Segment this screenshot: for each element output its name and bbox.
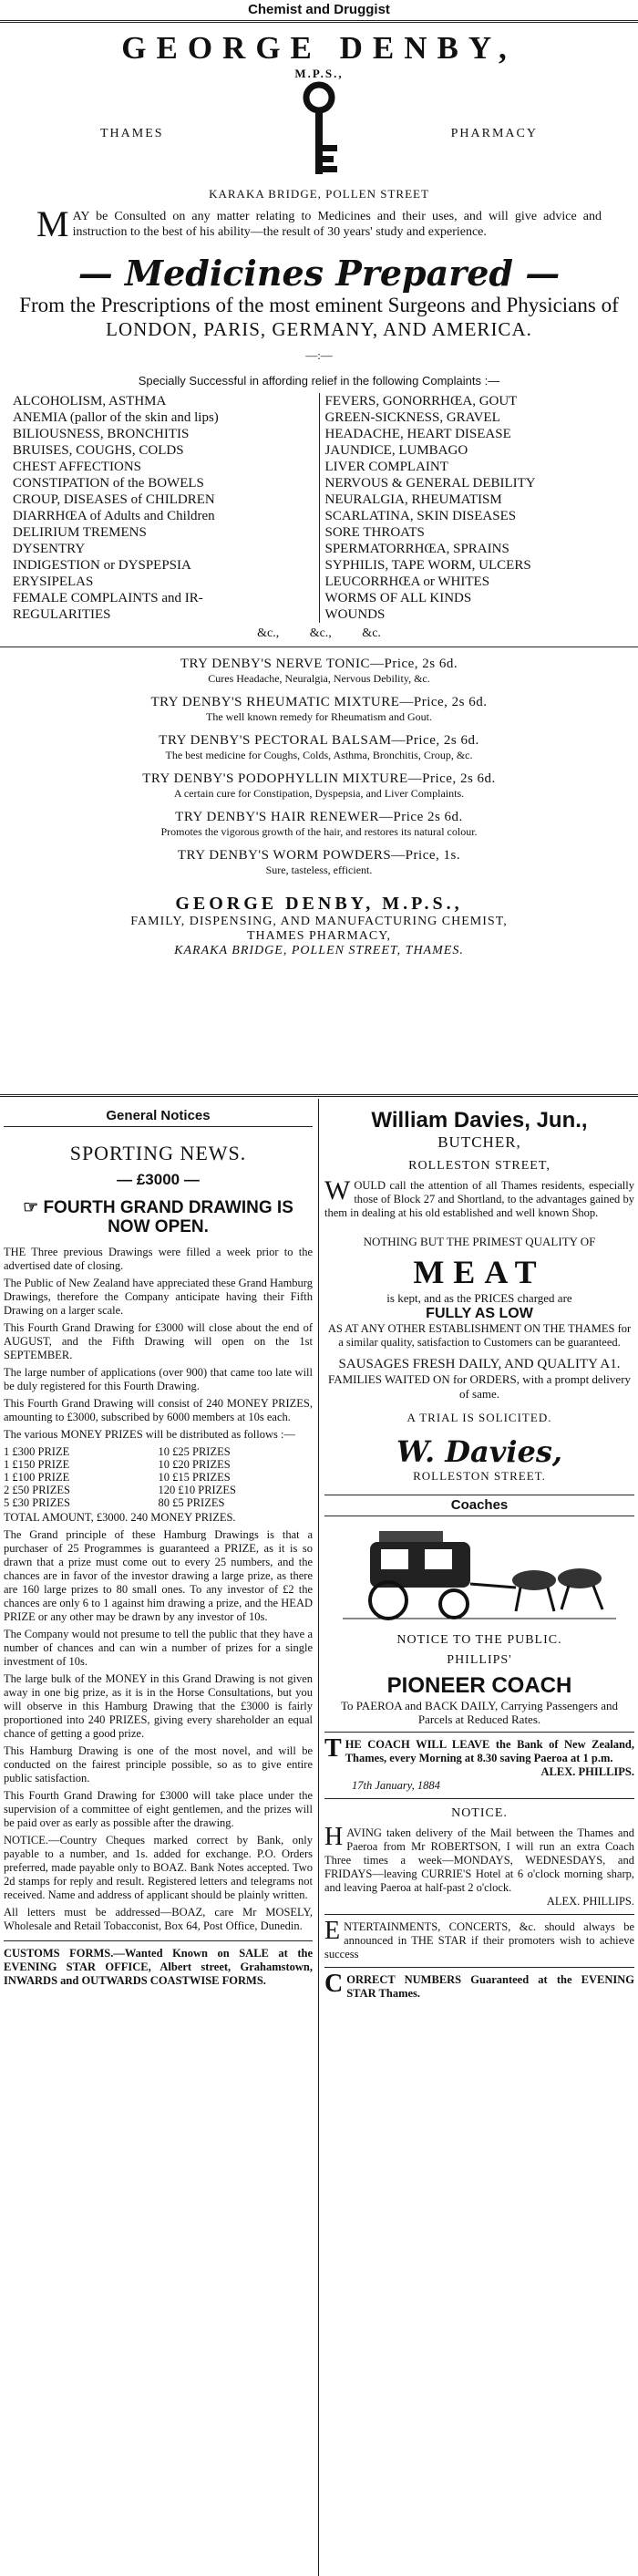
coach-leave-signature: ALEX. PHILLIPS. bbox=[540, 1765, 634, 1778]
coach-route: To PAEROA and BACK DAILY, Carrying Passengers and Parcels at Reduced Rates. bbox=[340, 1699, 618, 1726]
footer-line-2: THAMES PHARMACY, bbox=[246, 929, 392, 943]
butcher-intro-text: OULD call the attention of all Thames residents, especially those of Block 27 and Shortland, to the advantages gained by them in dealing at his old established and well known Shop. bbox=[324, 1179, 634, 1219]
complaint-item: JAUNDICE, LUMBAGO bbox=[324, 443, 468, 458]
prize-item: 1 £300 PRIZE bbox=[4, 1445, 70, 1458]
butcher-trade: BUTCHER, bbox=[437, 1133, 521, 1151]
prize-item: 80 £5 PRIZES bbox=[158, 1496, 225, 1509]
divider bbox=[324, 1914, 634, 1915]
from-prescriptions: From the Prescriptions of the most eminent Surgeons and Physicians of bbox=[19, 294, 619, 316]
trial-solicited: A TRIAL IS SOLICITED. bbox=[406, 1411, 552, 1424]
divider bbox=[324, 1967, 634, 1968]
key-icon bbox=[293, 81, 345, 180]
complaint-item: WOUNDS bbox=[324, 607, 386, 622]
remedy-description: A certain cure for Constipation, Dyspepsia, and Liver Complaints. bbox=[173, 787, 465, 800]
complaint-item: SYPHILIS, TAPE WORM, ULCERS bbox=[324, 558, 531, 573]
footer-line-1: FAMILY, DISPENSING, AND MANUFACTURING CHEMIST, bbox=[130, 915, 508, 928]
butcher-intro bbox=[324, 1175, 634, 1220]
remedy-title: TRY DENBY'S WORM POWDERS—Price, 1s. bbox=[177, 848, 461, 863]
remedy-item bbox=[0, 771, 638, 801]
general-notices-column bbox=[4, 1099, 319, 2576]
mail-notice bbox=[324, 1823, 634, 1895]
notice-paragraph: This Fourth Grand Drawing for £3000 will close about the end of AUGUST, and the Fifth Drawing will open on the 1st SEPTEMBER. bbox=[4, 1321, 313, 1361]
complaint-item: WORMS OF ALL KINDS bbox=[324, 591, 472, 605]
entertainments-text: NTERTAINMENTS, CONCERTS, &c. should always be announced in THE STAR if their promoters wish to achieve success bbox=[324, 1920, 634, 1960]
prize-column-left bbox=[4, 1445, 159, 1509]
intro-paragraph bbox=[0, 203, 638, 244]
prize-item: 120 £10 PRIZES bbox=[158, 1484, 236, 1496]
remedy-description: Cures Headache, Neuralgia, Nervous Debility, &c. bbox=[208, 672, 430, 685]
remedy-description: Sure, tasteless, efficient. bbox=[265, 864, 373, 876]
etc-line: &c., &c., &c. bbox=[257, 626, 381, 640]
prize-total: TOTAL AMOUNT, £3000. 240 MONEY PRIZES. bbox=[4, 1511, 236, 1524]
specially-successful: Specially Successful in affording relief in the following Complaints :— bbox=[138, 374, 500, 388]
complaint-item: DELIRIUM TREMENS bbox=[13, 525, 147, 540]
mail-notice-text: AVING taken delivery of the Mail between the Thames and Paeroa from Mr ROBERTSON, I will run an extra Coach Three times a week—MONDAYS, WEDNESDAYS, and FRIDAYS—leaving CURRIE'S Hotel at 6 o'clock morning sharp, and leaving Paeroa at half-past 2 o'clock. bbox=[324, 1826, 634, 1894]
dropcap: C bbox=[324, 1970, 344, 1998]
intro-text: AY be Consulted on any matter relating to Medicines and their uses, and will give advice and instruction to the best of his ability—the result of 30 years' study and experience. bbox=[72, 210, 602, 239]
complaint-item: CROUP, DISEASES of CHILDREN bbox=[13, 492, 215, 507]
complaint-item: BILIOUSNESS, BRONCHITIS bbox=[13, 427, 190, 441]
families-line: FAMILIES WAITED ON for ORDERS, with a prompt delivery of same. bbox=[327, 1372, 632, 1401]
complaints-left-column bbox=[7, 393, 319, 623]
complaint-item: INDIGESTION or DYSPEPSIA bbox=[13, 558, 191, 573]
prize-table bbox=[4, 1445, 313, 1509]
davies-signature: W. Davies, bbox=[396, 1434, 562, 1469]
prices-line: is kept, and as the PRICES charged are bbox=[386, 1291, 572, 1305]
butcher-street: ROLLESTON STREET, bbox=[408, 1159, 551, 1173]
prize-item: 10 £15 PRIZES bbox=[158, 1471, 231, 1484]
complaints-right-column bbox=[319, 393, 632, 623]
complaint-item: BRUISES, COUGHS, COLDS bbox=[13, 443, 184, 458]
customs-forms-notice: CUSTOMS FORMS.—Wanted Known on SALE at the EVENING STAR OFFICE, Albert street, Grahamstown, INWARDS and OUTWARDS COASTWISE FORMS. bbox=[4, 1947, 313, 1987]
complaint-item: SCARLATINA, SKIN DISEASES bbox=[324, 509, 517, 523]
remedy-item bbox=[0, 695, 638, 724]
phillips-name: PHILLIPS' bbox=[447, 1653, 512, 1667]
footer-name: GEORGE DENBY, M.P.S., bbox=[175, 894, 463, 914]
divider bbox=[4, 1126, 313, 1127]
key-logo-row bbox=[0, 81, 638, 183]
signature-street: ROLLESTON STREET. bbox=[413, 1469, 546, 1483]
complaint-item: LEUCORRHŒA or WHITES bbox=[324, 574, 490, 589]
lower-section bbox=[0, 1099, 638, 2576]
divider bbox=[4, 1940, 313, 1941]
sausages-line: SAUSAGES FRESH DAILY, AND QUALITY A1. bbox=[338, 1357, 621, 1371]
section-header-coaches: Coaches bbox=[450, 1497, 509, 1513]
remedy-item bbox=[0, 848, 638, 877]
complaint-item: REGULARITIES bbox=[13, 607, 111, 622]
notice-paragraph: The Company would not presume to tell the public that they have a number of chances and can win a number of prizes for a single investment of 10s. bbox=[4, 1628, 313, 1668]
meat-headline: MEAT bbox=[413, 1254, 546, 1290]
remedy-item bbox=[0, 810, 638, 839]
complaint-item: NEURALGIA, RHEUMATISM bbox=[324, 492, 502, 507]
complaint-item: FEVERS, GONORRHŒA, GOUT bbox=[324, 394, 518, 409]
notice-paragraph: The Public of New Zealand have appreciated these Grand Hamburg Drawings, therefore the Company anticipate having their Fifth Drawing on a larger scale. bbox=[4, 1277, 313, 1317]
any-other-establishment: AS AT ANY OTHER ESTABLISHMENT ON THE THAMES for a similar quality, satisfaction to Customers can be guaranteed. bbox=[327, 1322, 632, 1349]
chemist-name: GEORGE DENBY, bbox=[121, 30, 517, 66]
dropcap: M bbox=[36, 203, 69, 244]
complaint-item: DYSENTRY bbox=[13, 542, 86, 556]
fourth-drawing-text: FOURTH GRAND DRAWING IS NOW OPEN. bbox=[43, 1198, 293, 1236]
complaint-item: HEADACHE, HEART DISEASE bbox=[324, 427, 511, 441]
complaints-list bbox=[7, 393, 631, 623]
medicines-headline: — Medicines Prepared — bbox=[77, 253, 561, 294]
remedy-item bbox=[0, 657, 638, 686]
notice-paragraph: The large bulk of the MONEY in this Grand Drawing is not given away in one big prize, as it is in the Horse Consultations, but you will observe in this Hamburg Drawing that the £3000 is fairly proportioned into 240 PRIZES, giving every shareholder an equal chance of getting a good prize. bbox=[4, 1672, 313, 1740]
footer-line-3: KARAKA BRIDGE, POLLEN STREET, THAMES. bbox=[174, 944, 464, 957]
ornament-divider: —:— bbox=[305, 348, 333, 362]
divider bbox=[0, 20, 638, 23]
prize-amount: — £3000 — bbox=[117, 1171, 200, 1188]
notice-to-public: NOTICE TO THE PUBLIC. bbox=[396, 1633, 562, 1647]
address: KARAKA BRIDGE, POLLEN STREET bbox=[209, 187, 429, 201]
notice-paragraph: This Fourth Grand Drawing will consist of 240 MONEY PRIZES, amounting to £3000, subscribed by 6000 members at 10s each. bbox=[4, 1397, 313, 1423]
butcher-name: William Davies, Jun., bbox=[371, 1108, 588, 1133]
coach-date: 17th January, 1884 bbox=[352, 1779, 440, 1792]
prize-column-right bbox=[159, 1445, 314, 1509]
divider bbox=[0, 1094, 638, 1097]
cities-line: LONDON, PARIS, GERMANY, AND AMERICA. bbox=[106, 318, 532, 340]
prize-item: 2 £50 PRIZES bbox=[4, 1484, 70, 1496]
notice-paragraph: The Grand principle of these Hamburg Drawings is that a purchaser of 25 Programmes is guaranteed a PRIZE, as it is so drawn that a prize must come out to every 25 numbers, and the chances are in favor of the investor drawing a large prize, as there are 160 large prizes to 80 small ones. To any investor of £2 the chances are only 6 to 1 against him drawing a prize, and the HEAD PRIZE or any other may be drawn by any investor of 10s. bbox=[4, 1528, 313, 1623]
remedy-title: TRY DENBY'S NERVE TONIC—Price, 2s 6d. bbox=[180, 657, 458, 671]
notice-paragraph: NOTICE.—Country Cheques marked correct by Bank, only payable to a number, and 1s. added for exchange. P.O. Orders preferred, made payable only to BOAZ. Bank Notes accepted. Two 2d stamps for reply and result. Registered letters and telegrams not received. Name and address of applicant should be plainly written. bbox=[4, 1834, 313, 1901]
complaint-item: ERYSIPELAS bbox=[13, 574, 94, 589]
fully-as-low: FULLY AS LOW bbox=[426, 1306, 533, 1321]
notice-paragraph: This Hamburg Drawing is one of the most novel, and will be conducted on the fairest principle possible, so as to give entire public satisfaction. bbox=[4, 1744, 313, 1785]
section-header-chemist: Chemist and Druggist bbox=[248, 2, 390, 17]
complaint-item: CONSTIPATION of the BOWELS bbox=[13, 476, 204, 491]
remedy-title: TRY DENBY'S PODOPHYLLIN MIXTURE—Price, 2s 6d. bbox=[142, 771, 496, 786]
divider bbox=[324, 1798, 634, 1799]
divider bbox=[324, 1732, 634, 1733]
entertainments-notice bbox=[324, 1917, 634, 1961]
correct-numbers-text: ORRECT NUMBERS Guaranteed at the EVENING STAR Thames. bbox=[346, 1973, 634, 2000]
prize-item: 5 £30 PRIZES bbox=[4, 1496, 70, 1509]
complaint-item: SPERMATORRHŒA, SPRAINS bbox=[324, 542, 509, 556]
remedy-description: The best medicine for Coughs, Colds, Asthma, Bronchitis, Croup, &c. bbox=[165, 749, 473, 761]
prize-item: 10 £25 PRIZES bbox=[158, 1445, 231, 1458]
sporting-news-title: SPORTING NEWS. bbox=[69, 1142, 247, 1164]
notice-paragraph: The various MONEY PRIZES will be distributed as follows :— bbox=[4, 1428, 295, 1441]
pointing-hand-icon: ☞ bbox=[23, 1198, 39, 1217]
complaint-item: SORE THROATS bbox=[324, 525, 425, 540]
prize-item: 10 £20 PRIZES bbox=[158, 1458, 231, 1471]
section-header-general: General Notices bbox=[106, 1108, 211, 1123]
dropcap: E bbox=[324, 1917, 341, 1945]
prize-item: 1 £150 PRIZE bbox=[4, 1458, 70, 1471]
fourth-drawing-headline bbox=[4, 1198, 313, 1236]
remedy-item bbox=[0, 733, 638, 762]
remedies-list bbox=[0, 657, 638, 877]
remedy-title: TRY DENBY'S HAIR RENEWER—Price 2s 6d. bbox=[175, 810, 463, 824]
notice-paragraphs bbox=[4, 1246, 313, 1442]
mail-notice-signature: ALEX. PHILLIPS. bbox=[546, 1895, 634, 1908]
remedy-title: TRY DENBY'S RHEUMATIC MIXTURE—Price, 2s 6d. bbox=[150, 695, 488, 709]
dropcap: W bbox=[324, 1175, 351, 1205]
complaint-item: CHEST AFFECTIONS bbox=[13, 460, 142, 474]
stagecoach-illustration bbox=[343, 1524, 616, 1624]
complaint-item: GREEN-SICKNESS, GRAVEL bbox=[324, 410, 500, 425]
prize-item: 1 £100 PRIZE bbox=[4, 1471, 70, 1484]
correct-numbers-notice bbox=[324, 1970, 634, 2001]
complaint-item: ALCOHOLISM, ASTHMA bbox=[13, 394, 167, 409]
remedy-description: Promotes the vigorous growth of the hair, and restores its natural colour. bbox=[160, 825, 478, 838]
credentials: M.P.S., bbox=[294, 67, 344, 80]
chemist-advertisement bbox=[0, 0, 638, 1099]
complaint-item: ANEMIA (pallor of the skin and lips) bbox=[13, 410, 219, 425]
right-column bbox=[324, 1099, 634, 2576]
pioneer-coach-title: PIONEER COACH bbox=[386, 1673, 572, 1698]
nothing-but-primest: NOTHING BUT THE PRIMEST QUALITY OF bbox=[363, 1235, 596, 1248]
notice-paragraph: All letters must be addressed—BOAZ, care Mr MOSELY, Wholesale and Retail Tobacconist, Box 64, Post Office, Dunedin. bbox=[4, 1906, 313, 1932]
dropcap: T bbox=[324, 1734, 342, 1763]
dropcap: H bbox=[324, 1823, 344, 1851]
complaint-item: FEMALE COMPLAINTS and IR- bbox=[13, 591, 203, 605]
remedy-title: TRY DENBY'S PECTORAL BALSAM—Price, 2s 6d. bbox=[159, 733, 479, 748]
thames-word: THAMES bbox=[100, 127, 164, 140]
notice-paragraphs-2 bbox=[4, 1528, 313, 1933]
complaint-item: LIVER COMPLAINT bbox=[324, 460, 448, 474]
remedy-description: The well known remedy for Rheumatism and Gout. bbox=[206, 710, 432, 723]
pharmacy-word: PHARMACY bbox=[450, 127, 538, 140]
complaint-item: DIARRHŒA of Adults and Children bbox=[13, 509, 215, 523]
coach-leave-notice bbox=[324, 1734, 634, 1765]
notice-paragraph: THE Three previous Drawings were filled a week prior to the advertised date of closing. bbox=[4, 1246, 313, 1272]
notice-heading: NOTICE. bbox=[451, 1806, 508, 1820]
notice-paragraph: This Fourth Grand Drawing for £3000 will take place under the supervision of a committee of eight gentlemen, and the prizes will be paid over as early as possible after the drawing. bbox=[4, 1789, 313, 1829]
coach-leave-text: HE COACH WILL LEAVE the Bank of New Zealand, Thames, every Morning at 8.30 saving Paeroa at 1 p.m. bbox=[345, 1738, 634, 1764]
notice-paragraph: The large number of applications (over 900) that came too late will be duly registered for this Fourth Drawing. bbox=[4, 1366, 313, 1392]
complaint-item: NERVOUS & GENERAL DEBILITY bbox=[324, 476, 536, 491]
